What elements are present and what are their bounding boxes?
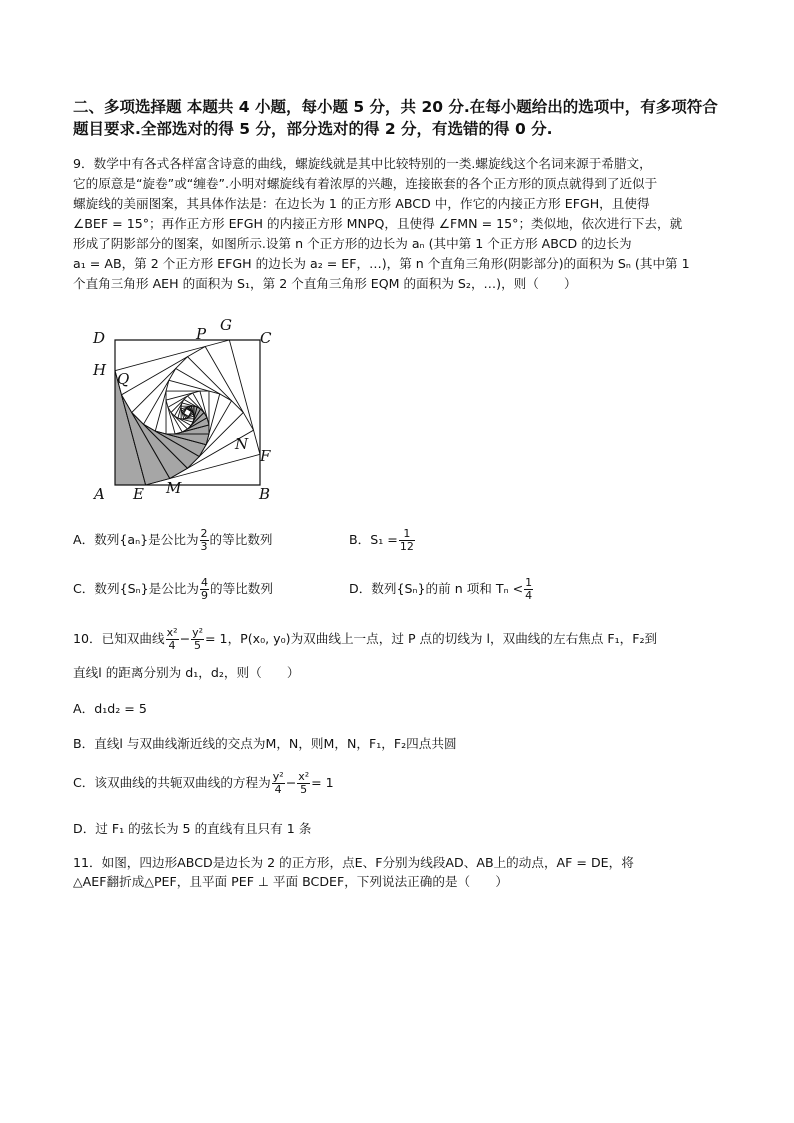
fraction: [399, 528, 415, 553]
q10-text: 10．已知双曲线: [73, 631, 165, 646]
fraction: [524, 577, 533, 602]
fraction: [166, 627, 179, 652]
option-text: C．该双曲线的共轭双曲线的方程为: [73, 775, 271, 790]
label-m: M: [166, 479, 182, 497]
fraction-num: 1: [525, 576, 533, 589]
section-heading-line2: 题目要求.全部选对的得 5 分，部分选对的得 2 分，有选错的得 0 分.: [73, 120, 553, 138]
q10-line1: [73, 627, 657, 652]
minus-sign: −: [285, 775, 297, 790]
q10-option-b[interactable]: B．直线l 与双曲线渐近线的交点为M，N，则M，N，F₁，F₂四点共圆: [73, 736, 457, 751]
q9-option-a[interactable]: [73, 528, 273, 553]
label-b: B: [259, 485, 271, 503]
fraction-num: 4: [201, 576, 208, 589]
q10-option-d[interactable]: D．过 F₁ 的弦长为 5 的直线有且只有 1 条: [73, 821, 312, 836]
q9-line: a₁ = AB，第 2 个正方形 EFGH 的边长为 a₂ = EF，…)，第 n 个直角三角形(阴影部分)的面积为 Sₙ (其中第 1: [73, 256, 690, 271]
option-text: = 1: [311, 775, 334, 790]
label-c: C: [260, 329, 272, 347]
q9-option-d[interactable]: [349, 577, 534, 602]
q9-line: 个直角三角形 AEH 的面积为 S₁，第 2 个直角三角形 EQM 的面积为 S₂，…)，则（ ）: [73, 276, 577, 291]
section-heading-line1: 二、多项选择题 本题共 4 小题，每小题 5 分，共 20 分.在每小题给出的选项中，有多项符合: [73, 98, 718, 116]
fraction: [200, 528, 209, 553]
fraction-den: 4: [525, 589, 533, 602]
label-a: A: [94, 485, 105, 503]
fraction-num: 2: [200, 527, 208, 540]
q10-text: = 1，P(x₀, y₀)为双曲线上一点，过 P 点的切线为 l，双曲线的左右焦点 F₁，F₂到: [205, 631, 658, 646]
q9-line: 螺旋线的美丽图案，其具体作法是：在边长为 1 的正方形 ABCD 中，作它的内接正方形 EFGH，且使得: [73, 196, 650, 211]
spiral-squares-figure: [85, 315, 285, 510]
label-g: G: [220, 316, 232, 334]
fraction: [272, 771, 285, 796]
option-text: 的等比数列: [209, 532, 273, 547]
fraction-num: x²: [298, 770, 310, 783]
option-text: A．数列{aₙ}是公比为: [73, 532, 199, 547]
option-text: D．数列{Sₙ}的前 n 项和 Tₙ <: [349, 581, 524, 596]
label-d: D: [93, 329, 106, 347]
spiral-lines: [115, 340, 260, 485]
label-n: N: [235, 435, 249, 453]
q9-line: 9．数学中有各式各样富含诗意的曲线，螺旋线就是其中比较特别的一类.螺旋线这个名词来源于希腊文，: [73, 156, 652, 171]
option-text: B．S₁ =: [349, 532, 398, 547]
label-f: F: [260, 447, 271, 465]
q10-option-a[interactable]: A．d₁d₂ = 5: [73, 701, 147, 716]
fraction-den: 4: [168, 639, 176, 652]
label-h: H: [93, 361, 107, 379]
q11-line2: △AEF翻折成△PEF，且平面 PEF ⊥ 平面 BCDEF，下列说法正确的是（ ）: [73, 874, 508, 889]
fraction-den: 3: [200, 540, 208, 553]
fraction: [191, 627, 204, 652]
fraction-num: y²: [272, 770, 284, 783]
label-q: Q: [117, 370, 130, 388]
fraction: [297, 771, 310, 796]
q10-option-c[interactable]: [73, 771, 334, 796]
option-text: C．数列{Sₙ}是公比为: [73, 581, 199, 596]
fraction-den: 12: [399, 540, 414, 553]
label-p: P: [196, 325, 207, 343]
option-text: 的等比数列: [210, 581, 273, 596]
label-e: E: [133, 485, 144, 503]
fraction-den: 5: [194, 639, 202, 652]
q9-option-b[interactable]: [349, 528, 416, 553]
q10-line2: 直线l 的距离分别为 d₁，d₂，则（ ）: [73, 665, 300, 680]
fraction-num: x²: [166, 626, 178, 639]
fraction-num: 1: [399, 528, 415, 541]
minus-sign: −: [179, 631, 191, 646]
fraction: [200, 577, 209, 602]
q9-line: 形成了阴影部分的图案，如图所示.设第 n 个正方形的边长为 aₙ (其中第 1 个正方形 ABCD 的边长为: [73, 236, 632, 251]
fraction-den: 4: [274, 783, 282, 796]
fraction-den: 9: [201, 589, 208, 602]
fraction-den: 5: [300, 783, 308, 796]
q9-option-c[interactable]: [73, 577, 273, 602]
q11-line1: 11．如图，四边形ABCD是边长为 2 的正方形，点E、F分别为线段AD、AB上的动点，AF = DE，将: [73, 855, 634, 870]
fraction-num: y²: [192, 626, 203, 639]
q9-line: 它的原意是“旋卷”或“缠卷”.小明对螺旋线有着浓厚的兴趣，连接嵌套的各个正方形的顶点就得到了近似于: [73, 176, 658, 191]
q9-line: ∠BEF = 15°；再作正方形 EFGH 的内接正方形 MNPQ，且使得 ∠FMN = 15°；类似地，依次进行下去，就: [73, 216, 683, 231]
